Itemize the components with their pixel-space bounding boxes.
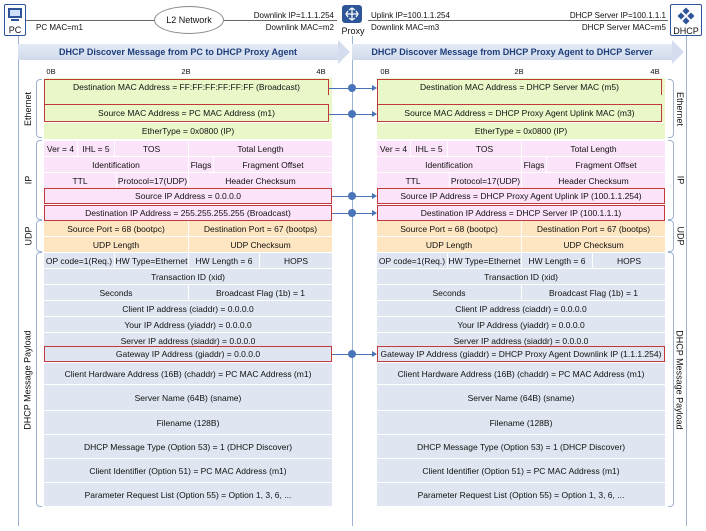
left-ethertype: EtherType = 0x0800 (IP) xyxy=(44,123,332,139)
downlink-mac-text: Downlink MAC=m2 xyxy=(265,23,334,32)
right-ip-fragment-offset: Fragment Offset xyxy=(547,157,665,172)
right-ip-header-checksum: Header Checksum xyxy=(522,173,665,188)
right-udp-length: UDP Length xyxy=(377,237,521,252)
dst-ip-connector-dot xyxy=(348,209,356,217)
right-ip-src: Source IP Address = DHCP Proxy Agent Uplink IP (100.1.1.254) xyxy=(377,188,665,204)
left-src-mac: Source MAC Address = PC MAC Address (m1) xyxy=(98,108,275,118)
src-ip-connector-arrowhead xyxy=(372,193,377,199)
proxy-router-icon xyxy=(342,5,362,23)
pc-mac-text: PC MAC=m1 xyxy=(36,23,83,32)
right-dhcp-opt51: Client Identifier (Option 51) = PC MAC Address (m1) xyxy=(377,459,665,482)
left-dhcp-ciaddr: Client IP address (ciaddr) = 0.0.0.0 xyxy=(44,301,332,316)
pc-timeline xyxy=(18,36,19,526)
right-dhcp-xid: Transaction ID (xid) xyxy=(377,269,665,284)
right-dhcp-opcode: OP code=1(Req.) xyxy=(377,253,447,268)
byte-4-left: 4B xyxy=(316,66,326,76)
right-ip-protocol: Protocol=17(UDP) xyxy=(450,173,521,188)
right-dhcp-file: Filename (128B) xyxy=(377,411,665,434)
right-dhcp-opt53: DHCP Message Type (Option 53) = 1 (DHCP Discover) xyxy=(377,435,665,458)
left-udp-dst-port: Destination Port = 67 (bootps) xyxy=(189,221,332,236)
downlink-mac3-text: Downlink MAC=m3 xyxy=(371,23,440,32)
right-dhcp-giaddr: Gateway IP Address (giaddr) = DHCP Proxy Agent Downlink IP (1.1.1.254) xyxy=(377,346,665,362)
left-ip-dst: Destination IP Address = 255.255.255.255 (Broadcast) xyxy=(44,205,332,221)
left-packet xyxy=(44,78,332,508)
right-ip-flags: Flags xyxy=(522,157,546,172)
dhcp-label: DHCP xyxy=(673,25,699,36)
left-dhcp-siaddr: Server IP address (siaddr) = 0.0.0.0 xyxy=(44,333,332,348)
src-mac-connector-dot xyxy=(348,110,356,118)
byte-2-left: 2B xyxy=(181,66,191,76)
dhcp-server-ip-text: DHCP Server IP=100.1.1.1 xyxy=(569,11,666,20)
left-dhcp-bflag: Broadcast Flag (1b) = 1 xyxy=(189,285,332,300)
left-message-arrow xyxy=(18,44,338,60)
left-dhcp-seconds: Seconds xyxy=(44,285,188,300)
right-ip-ttl: TTL xyxy=(377,173,449,188)
right-ip-tos: TOS xyxy=(448,141,521,156)
right-dhcp-hwlen: HW Length = 6 xyxy=(522,253,592,268)
right-message-arrow xyxy=(352,44,672,60)
right-dst-mac: Destination MAC Address = DHCP Server MAC (m5) xyxy=(420,82,619,92)
right-udp-src-port: Source Port = 68 (bootpc) xyxy=(377,221,521,236)
left-ip-header-checksum: Header Checksum xyxy=(189,173,332,188)
left-dhcp-xid: Transaction ID (xid) xyxy=(44,269,332,284)
left-dhcp-hwlen: HW Length = 6 xyxy=(189,253,259,268)
left-udp-length: UDP Length xyxy=(44,237,188,252)
left-ip-fragment-offset: Fragment Offset xyxy=(214,157,332,172)
dhcp-section-right: DHCP Message Payload xyxy=(675,329,686,430)
left-ip-flags: Flags xyxy=(189,157,213,172)
right-arrow-label: DHCP Discover Message from DHCP Proxy Agent to DHCP Server xyxy=(371,47,653,57)
left-dhcp-chaddr: Client Hardware Address (16B) (chaddr) = PC MAC Address (m1) xyxy=(44,363,332,384)
dst-mac-connector-dot xyxy=(348,84,356,92)
right-dhcp-chaddr: Client Hardware Address (16B) (chaddr) = PC MAC Address (m1) xyxy=(377,363,665,384)
right-dhcp-yiaddr: Your IP Address (yiaddr) = 0.0.0.0 xyxy=(377,317,665,332)
right-dhcp-hops: HOPS xyxy=(593,253,665,268)
ethernet-section-right: Ethernet xyxy=(675,91,685,126)
left-dhcp-file: Filename (128B) xyxy=(44,411,332,434)
left-arrow-head xyxy=(338,40,350,64)
left-ip-ver: Ver = 4 xyxy=(44,141,77,156)
left-ip-src: Source IP Address = 0.0.0.0 xyxy=(44,188,332,204)
udp-section-left: UDP xyxy=(23,226,34,246)
right-dhcp-opt55: Parameter Request List (Option 55) = Option 1, 3, 6, ... xyxy=(377,483,665,506)
pc-label: PC xyxy=(8,24,22,35)
byte-0-right: 0B xyxy=(380,66,390,76)
right-dhcp-hwtype: HW Type=Ethernet xyxy=(448,253,521,268)
right-dhcp-sname: Server Name (64B) (sname) xyxy=(377,385,665,410)
ip-section-right: IP xyxy=(674,175,685,185)
left-ip-ttl: TTL xyxy=(44,173,116,188)
right-ethertype: EtherType = 0x0800 (IP) xyxy=(377,123,665,139)
proxy-icon xyxy=(338,4,368,36)
left-arrow-label: DHCP Discover Message from PC to DHCP Proxy Agent xyxy=(59,47,297,57)
right-ip-ver: Ver = 4 xyxy=(377,141,410,156)
pc-icon xyxy=(4,4,26,36)
left-dhcp-yiaddr: Your IP Address (yiaddr) = 0.0.0.0 xyxy=(44,317,332,332)
proxy-label: Proxy xyxy=(341,25,365,36)
right-packet xyxy=(377,78,665,508)
right-dhcp-seconds: Seconds xyxy=(377,285,521,300)
left-dst-mac: Destination MAC Address = FF:FF:FF:FF:FF:FF (Broadcast) xyxy=(73,82,300,92)
left-ip-ihl: IHL = 5 xyxy=(78,141,114,156)
udp-bracket-left xyxy=(36,220,42,252)
left-dhcp-opt55: Parameter Request List (Option 55) = Option 1, 3, 6, ... xyxy=(44,483,332,506)
byte-4-right: 4B xyxy=(650,66,660,76)
ip-bracket-left xyxy=(36,140,42,220)
byte-0-left: 0B xyxy=(46,66,56,76)
udp-section-right: UDP xyxy=(675,226,686,246)
left-dhcp-opt51: Client Identifier (Option 51) = PC MAC Address (m1) xyxy=(44,459,332,482)
src-ip-connector-dot xyxy=(348,192,356,200)
dst-mac-connector-arrowhead xyxy=(372,85,377,91)
left-dhcp-sname: Server Name (64B) (sname) xyxy=(44,385,332,410)
l2-network-cloud xyxy=(154,6,224,34)
byte-2-right: 2B xyxy=(514,66,524,76)
right-ip-identification: Identification xyxy=(377,157,521,172)
ethernet-section-left: Ethernet xyxy=(23,91,33,126)
right-ip-dst: Destination IP Address = DHCP Server IP (100.1.1.1) xyxy=(377,205,665,221)
right-udp-dst-port: Destination Port = 67 (bootps) xyxy=(522,221,665,236)
right-dhcp-bflag: Broadcast Flag (1b) = 1 xyxy=(522,285,665,300)
uplink-ip-text: Uplink IP=100.1.1.254 xyxy=(371,11,450,20)
right-dhcp-ciaddr: Client IP address (ciaddr) = 0.0.0.0 xyxy=(377,301,665,316)
dhcp-server-mac-text: DHCP Server MAC=m5 xyxy=(581,23,666,32)
src-mac-connector-arrowhead xyxy=(372,111,377,117)
left-ip-protocol: Protocol=17(UDP) xyxy=(117,173,188,188)
ip-section-left: IP xyxy=(22,175,33,185)
dhcp-bracket-left xyxy=(36,252,42,507)
right-dhcp-siaddr: Server IP address (siaddr) = 0.0.0.0 xyxy=(377,333,665,348)
right-ip-total-length: Total Length xyxy=(522,141,665,156)
l2-network-label: L2 Network xyxy=(166,15,212,25)
dhcp-server-icon xyxy=(670,4,702,36)
right-ip-ihl: IHL = 5 xyxy=(411,141,447,156)
pc-link-line xyxy=(26,20,154,21)
left-dhcp-giaddr: Gateway IP Address (giaddr) = 0.0.0.0 xyxy=(44,346,332,362)
left-dhcp-opt53: DHCP Message Type (Option 53) = 1 (DHCP Discover) xyxy=(44,435,332,458)
left-udp-checksum: UDP Checksum xyxy=(189,237,332,252)
right-src-mac: Source MAC Address = DHCP Proxy Agent Uplink MAC (m3) xyxy=(404,108,635,118)
downlink-ip-text: Downlink IP=1.1.1.254 xyxy=(253,11,334,20)
left-ip-identification: Identification xyxy=(44,157,188,172)
dst-ip-connector-arrowhead xyxy=(372,210,377,216)
ethernet-bracket-left xyxy=(36,79,42,138)
left-udp-src-port: Source Port = 68 (bootpc) xyxy=(44,221,188,236)
left-dhcp-hwtype: HW Type=Ethernet xyxy=(115,253,188,268)
right-udp-checksum: UDP Checksum xyxy=(522,237,665,252)
left-ip-tos: TOS xyxy=(115,141,188,156)
giaddr-connector-dot xyxy=(348,350,356,358)
left-ip-total-length: Total Length xyxy=(189,141,332,156)
giaddr-connector-arrowhead xyxy=(372,351,377,357)
right-arrow-head xyxy=(672,40,684,64)
dhcp-section-left: DHCP Message Payload xyxy=(23,329,34,430)
left-dhcp-opcode: OP code=1(Req.) xyxy=(44,253,114,268)
left-dhcp-hops: HOPS xyxy=(260,253,332,268)
